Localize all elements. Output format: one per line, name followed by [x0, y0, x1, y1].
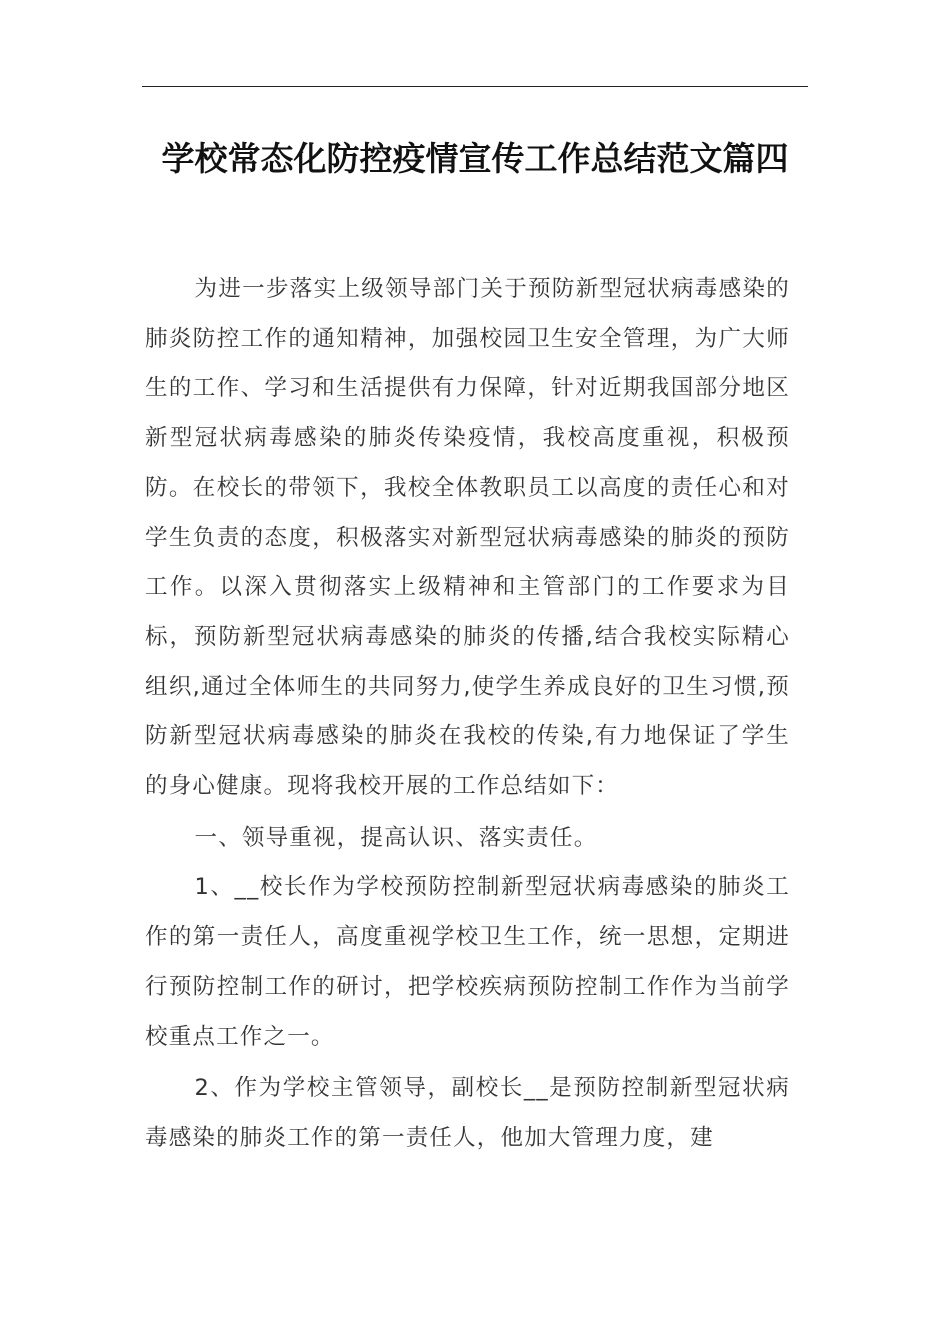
section-heading: 一、领导重视，提高认识、落实责任。: [194, 824, 598, 851]
document-title: 学校常态化防控疫情宣传工作总结范文篇四: [161, 139, 789, 178]
document-body: [145, 265, 790, 1164]
item-paragraph-1: 1、__校长作为学校预防控制新型冠状病毒感染的肺炎工作的第一责任人，高度重视学校卫生工作，统一思想，定期进行预防控制工作的研讨，把学校疾病预防控制工作作为当前学校重点工作之一。: [145, 874, 790, 1050]
header-rule: [142, 86, 808, 87]
item-paragraph-2: 2、作为学校主管领导，副校长__是预防控制新型冠状病毒感染的肺炎工作的第一责任人，他加大管理力度，建: [145, 1075, 790, 1151]
intro-paragraph: 为进一步落实上级领导部门关于预防新型冠状病毒感染的肺炎防控工作的通知精神，加强校园卫生安全管理，为广大师生的工作、学习和生活提供有力保障，针对近期我国部分地区新型冠状病毒感染的肺炎传染疫情，我校高度重视，积极预防。在校长的带领下，我校全体教职员工以高度的责任心和对学生负责的态度，积极落实对新型冠状病毒感染的肺炎的预防工作。以深入贯彻落实上级精神和主管部门的工作要求为目标，预防新型冠状病毒感染的肺炎的传播,结合我校实际精心组织,通过全体师生的共同努力,使学生养成良好的卫生习惯,预防新型冠状病毒感染的肺炎在我校的传染,有力地保证了学生的身心健康。现将我校开展的工作总结如下：: [145, 276, 790, 800]
